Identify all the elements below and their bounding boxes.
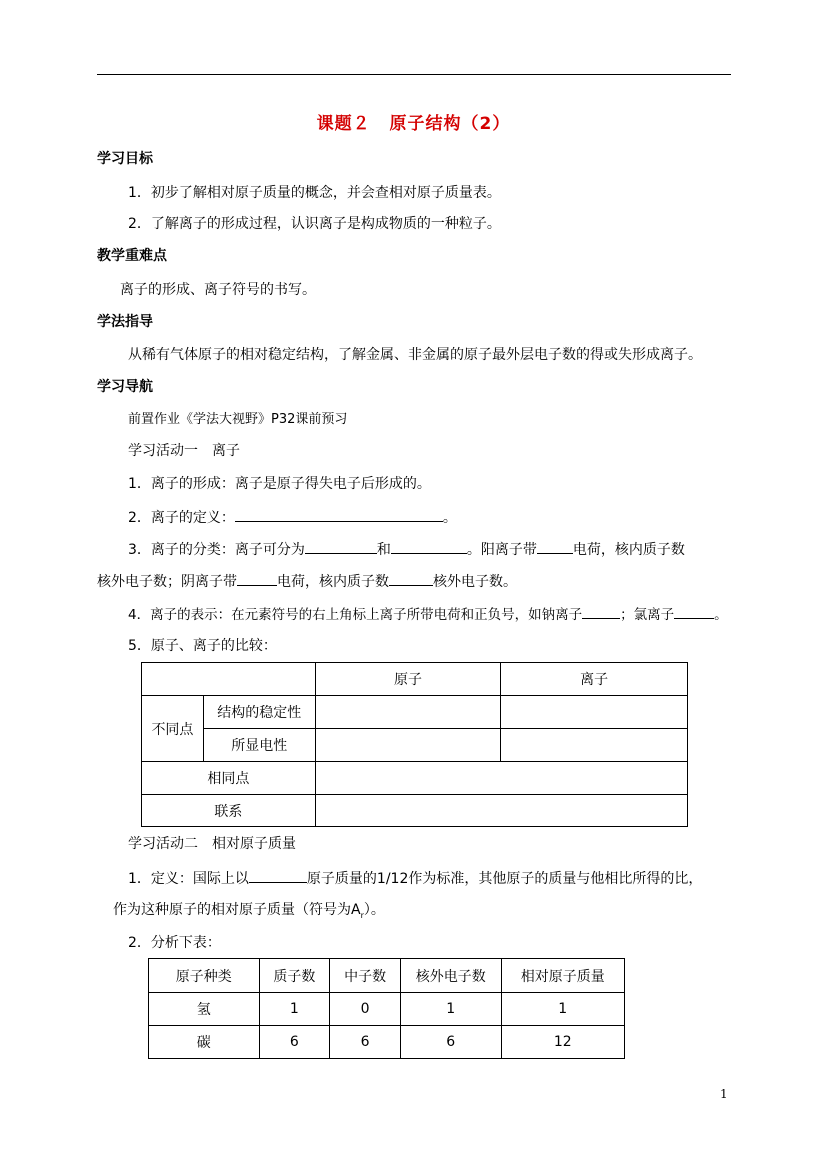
def-text-d: ）。 — [363, 902, 385, 918]
prework-text: 前置作业《学法大视野》P32课前预习 — [128, 412, 348, 427]
def-text-b: 原子质量的1/12作为标准，其他原子的质量与他相比所得的比， — [306, 871, 703, 887]
mass-header-relative-mass: 相对原子质量 — [501, 959, 624, 993]
key-points-text: 离子的形成、离子符号的书写。 — [120, 282, 316, 298]
ion-type-blank-1[interactable] — [305, 539, 377, 554]
item3-text-c: 。阳离子带 — [466, 542, 537, 558]
mass-cell: 6 — [330, 1026, 401, 1059]
table-row — [149, 1026, 625, 1059]
activity1-item5: 5．原子、离子的比较： — [128, 638, 277, 654]
activity2-title: 学习活动二 相对原子质量 — [128, 836, 296, 852]
chloride-ion-blank[interactable] — [674, 604, 714, 619]
item3-text-a: 3．离子的分类：离子可分为 — [128, 542, 305, 558]
compare-cell-atom-charge[interactable] — [315, 729, 501, 762]
mass-cell: 1 — [400, 993, 501, 1026]
activity1-item3-line1 — [128, 539, 685, 560]
cation-charge-blank[interactable] — [537, 539, 573, 554]
anion-compare-blank[interactable] — [389, 571, 433, 586]
activity1-item4 — [128, 604, 728, 625]
nav-heading: 学习导航 — [97, 379, 153, 395]
page-number: 1 — [720, 1087, 728, 1101]
mass-cell: 1 — [259, 993, 330, 1026]
item4-text-a: 4．离子的表示：在元素符号的右上角标上离子所带电荷和正负号，如钠离子 — [128, 607, 583, 623]
compare-row-same: 相同点 — [142, 762, 316, 795]
compare-row-relation: 联系 — [142, 795, 316, 827]
page-title — [0, 109, 827, 134]
header-rule — [97, 74, 731, 75]
compare-cell-relation[interactable] — [315, 795, 687, 827]
mass-cell: 氢 — [149, 993, 260, 1026]
item2-label: 2．离子的定义： — [128, 510, 235, 526]
mass-header-neutrons: 中子数 — [330, 959, 401, 993]
mass-cell: 1 — [501, 993, 624, 1026]
mass-header-electrons: 核外电子数 — [400, 959, 501, 993]
item3-text-f: 电荷，核内质子数 — [277, 574, 389, 590]
compare-cell-ion-stability[interactable] — [501, 696, 688, 729]
ion-definition-blank[interactable] — [235, 507, 443, 522]
compare-cell-atom-stability[interactable] — [315, 696, 501, 729]
def-text-a: 1．定义：国际上以 — [128, 871, 249, 887]
mass-cell: 6 — [259, 1026, 330, 1059]
activity1-item2 — [128, 507, 457, 528]
item4-text-b: ；氯离子 — [620, 607, 675, 623]
mass-cell: 12 — [501, 1026, 624, 1059]
item3-text-b: 和 — [376, 542, 391, 558]
activity2-definition-line1 — [128, 868, 702, 889]
mass-header-protons: 质子数 — [259, 959, 330, 993]
item3-text-e: 核外电子数；阴离子带 — [97, 574, 237, 590]
item3-text-d: 电荷，核内质子数 — [572, 542, 685, 558]
method-heading: 学法指导 — [97, 314, 153, 330]
mass-cell: 6 — [400, 1026, 501, 1059]
title-lesson: 课题２ — [316, 114, 371, 134]
compare-table-corner — [142, 663, 316, 696]
sodium-ion-blank[interactable] — [582, 604, 620, 619]
ion-type-blank-2[interactable] — [391, 539, 467, 554]
relative-mass-table — [148, 958, 625, 1059]
goal-item-2: 2．了解离子的形成过程，认识离子是构成物质的一种粒子。 — [128, 216, 501, 232]
activity1-item1: 1．离子的形成：离子是原子得失电子后形成的。 — [128, 476, 431, 492]
goal-item-1: 1．初步了解相对原子质量的概念，并会查相对原子质量表。 — [128, 185, 501, 201]
activity1-title: 学习活动一 离子 — [128, 443, 240, 459]
mass-cell: 碳 — [149, 1026, 260, 1059]
compare-cell-ion-charge[interactable] — [501, 729, 688, 762]
compare-row-stability: 结构的稳定性 — [203, 696, 315, 729]
key-points-heading: 教学重难点 — [97, 248, 167, 264]
method-text: 从稀有气体原子的相对稳定结构，了解金属、非金属的原子最外层电子数的得或失形成离子。 — [128, 347, 702, 363]
mass-header-atom: 原子种类 — [149, 959, 260, 993]
atom-ion-compare-table — [141, 662, 688, 827]
mass-cell: 0 — [330, 993, 401, 1026]
compare-row-charge: 所显电性 — [203, 729, 315, 762]
table-row — [149, 993, 625, 1026]
item4-text-c: 。 — [714, 607, 728, 623]
activity2-item2: 2．分析下表： — [128, 935, 221, 951]
standard-atom-blank[interactable] — [249, 868, 307, 883]
goals-heading: 学习目标 — [97, 151, 153, 167]
def-subscript: r — [360, 910, 364, 920]
compare-header-ion: 离子 — [501, 663, 688, 696]
item2-end: 。 — [442, 510, 457, 526]
compare-cell-same[interactable] — [315, 762, 687, 795]
compare-header-atom: 原子 — [315, 663, 501, 696]
activity2-definition-line2 — [113, 900, 385, 926]
compare-diff-label: 不同点 — [142, 696, 204, 762]
item3-text-g: 核外电子数。 — [433, 574, 517, 590]
activity1-item3-line2 — [97, 571, 517, 592]
anion-charge-blank[interactable] — [237, 571, 277, 586]
def-text-c: 作为这种原子的相对原子质量（符号为A — [113, 902, 361, 918]
title-topic: 原子结构（2） — [389, 114, 511, 134]
